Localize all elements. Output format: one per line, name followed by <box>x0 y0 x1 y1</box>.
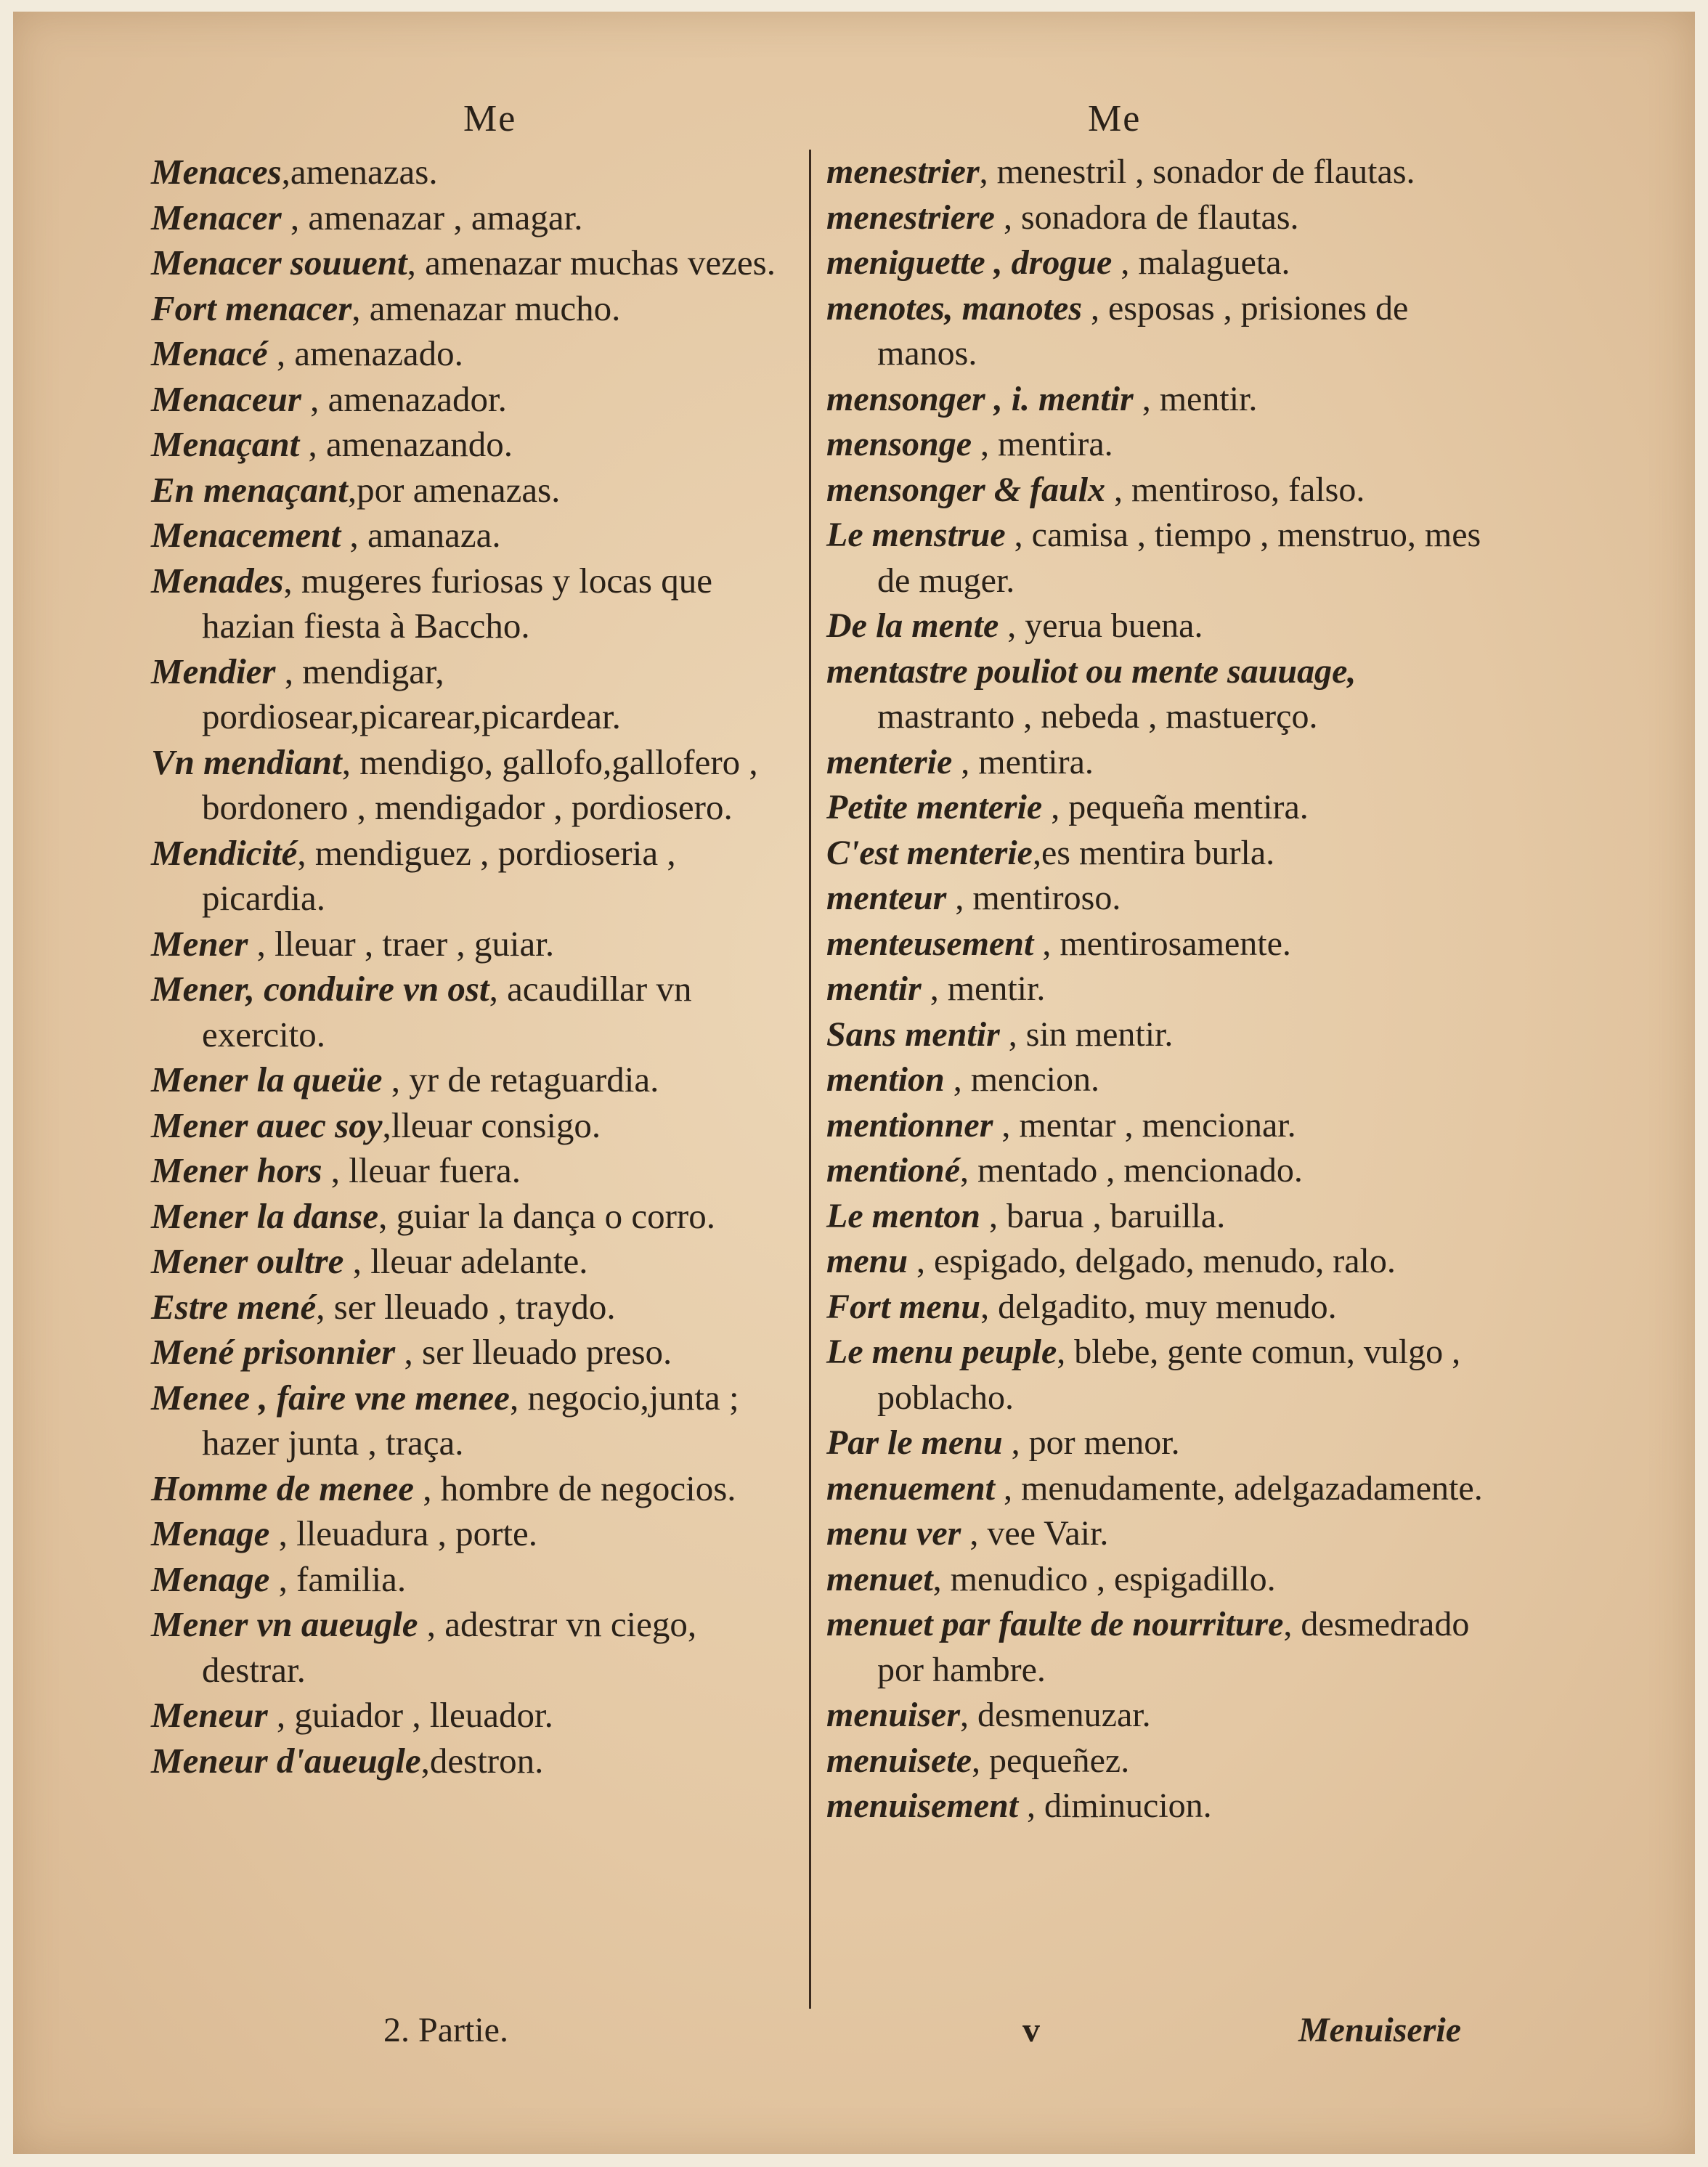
dictionary-entry <box>826 1012 1494 1058</box>
entry-translation: , mencion. <box>944 1060 1099 1099</box>
entry-translation: , amenazar muchas vezes. <box>407 243 776 282</box>
dictionary-entry <box>151 558 805 649</box>
dictionary-entry <box>826 1602 1494 1693</box>
entry-headword: menuet <box>826 1559 933 1598</box>
entry-headword: Fort menacer <box>151 288 352 328</box>
entry-headword: Mener la danse <box>151 1195 379 1236</box>
dictionary-entry <box>826 1148 1494 1194</box>
entry-translation: , guiador , lleuador. <box>267 1695 553 1735</box>
dictionary-entry <box>826 150 1494 195</box>
dictionary-entry <box>826 1239 1494 1285</box>
entry-headword: Mené prisonnier <box>151 1332 396 1372</box>
entry-headword: mentastre pouliot ou mente sauuage, <box>826 651 1357 691</box>
dictionary-entry <box>826 377 1494 423</box>
entry-headword: Sans mentir <box>826 1015 1000 1054</box>
dictionary-entry <box>151 1057 805 1103</box>
dictionary-entry <box>151 1693 805 1739</box>
entry-translation: ,amenazas. <box>281 152 438 192</box>
entry-headword: menu <box>826 1242 908 1280</box>
entry-translation: , mentiroso, falso. <box>1105 470 1365 509</box>
book-page <box>13 12 1695 2154</box>
entry-headword: Mener hors <box>151 1150 322 1190</box>
dictionary-entry <box>826 831 1494 877</box>
dictionary-entry <box>826 195 1494 241</box>
dictionary-entry <box>826 1557 1494 1603</box>
entry-headword: menterie <box>826 742 953 781</box>
entry-headword: menu ver <box>826 1514 961 1553</box>
dictionary-entry <box>151 1602 805 1693</box>
entry-translation: , lleuadura , porte. <box>269 1513 538 1553</box>
entry-translation: ,por amenazas. <box>347 469 561 510</box>
entry-translation: , mentado , mencionado. <box>960 1151 1303 1190</box>
entry-headword: Menage <box>151 1558 270 1599</box>
entry-translation: ,lleuar consigo. <box>382 1105 601 1145</box>
entry-headword: mensonge <box>826 425 972 463</box>
dictionary-entry <box>826 876 1494 922</box>
dictionary-entry <box>826 1285 1494 1330</box>
dictionary-entry <box>151 1148 805 1194</box>
dictionary-entry <box>826 422 1494 468</box>
entry-headword: Menacer souuent <box>151 243 407 282</box>
page-mark: v <box>1022 2011 1040 2049</box>
entry-translation: , mentirosamente. <box>1033 924 1291 963</box>
entry-translation: , delgadito, muy menudo. <box>980 1287 1337 1326</box>
dictionary-entry <box>826 1057 1494 1103</box>
entry-translation: , malagueta. <box>1112 243 1290 282</box>
dictionary-entry <box>826 1693 1494 1739</box>
entry-headword: menuiser <box>826 1696 961 1734</box>
page-header-right: Me <box>1088 98 1142 139</box>
entry-headword: menestriere <box>826 198 995 237</box>
entry-translation: , negocio,junta ; hazer junta , traça. <box>202 1377 739 1463</box>
entry-translation: , mendigar, pordiosear,picarear,picardear. <box>202 651 621 736</box>
dictionary-entry <box>151 649 805 740</box>
entry-translation: , pequeñez. <box>972 1741 1130 1780</box>
dictionary-entry <box>151 967 805 1057</box>
dictionary-entry <box>151 240 805 286</box>
entry-translation: , menudamente, adelgazadamente. <box>995 1468 1483 1508</box>
entry-headword: mention <box>826 1060 945 1099</box>
entry-headword: menteusement <box>826 924 1034 963</box>
entry-headword: Le menstrue <box>826 516 1006 554</box>
entry-translation: , por menor. <box>1002 1423 1180 1462</box>
dictionary-entry <box>151 1285 805 1330</box>
entry-translation: , amenazador. <box>301 378 507 419</box>
entry-headword: Menacer <box>151 197 282 237</box>
dictionary-entry <box>151 377 805 423</box>
entry-translation: , mentir. <box>921 969 1046 1008</box>
dictionary-entry <box>826 785 1494 831</box>
entry-headword: Menaces <box>151 152 282 192</box>
dictionary-entry <box>151 1466 805 1512</box>
entry-translation: , mentir. <box>1133 379 1258 418</box>
dictionary-entry <box>826 1466 1494 1512</box>
entry-translation: ,es mentira burla. <box>1032 833 1275 872</box>
entry-headword: menuement <box>826 1468 996 1508</box>
entry-translation: , vee Vair. <box>961 1514 1109 1553</box>
entry-translation: , mentira. <box>972 425 1113 463</box>
entry-translation: , mugeres furiosas y locas que hazian fiesta à Baccho. <box>202 560 712 646</box>
entry-headword: Mener <box>151 923 248 964</box>
signature-mark: 2. Partie. <box>383 2011 508 2049</box>
dictionary-entry <box>151 468 805 513</box>
entry-translation: , desmedrado por hambre. <box>877 1605 1470 1689</box>
entry-headword: mentir <box>826 969 922 1008</box>
entry-translation: , guiar la dança o corro. <box>378 1195 715 1236</box>
entry-translation: , amanaza. <box>341 515 501 555</box>
entry-headword: mensonger & faulx <box>826 470 1106 509</box>
dictionary-entry <box>151 1557 805 1603</box>
entry-headword: Mener, conduire vn ost <box>151 969 489 1009</box>
entry-translation: , esposas , prisiones de manos. <box>877 288 1409 373</box>
dictionary-entry <box>151 1194 805 1240</box>
entry-headword: menteur <box>826 879 947 917</box>
entry-translation: , barua , baruilla. <box>980 1196 1226 1235</box>
entry-headword: menestrier <box>826 153 980 191</box>
entry-headword: Mener auec soy <box>151 1105 383 1145</box>
entry-headword: Estre mené <box>151 1286 317 1327</box>
entry-headword: Le menton <box>826 1196 980 1235</box>
dictionary-entry <box>151 150 805 195</box>
entry-headword: menotes, manotes <box>826 288 1083 328</box>
dictionary-entry <box>826 922 1494 967</box>
entry-translation: , mentar , mencionar. <box>993 1105 1296 1145</box>
dictionary-entry <box>826 468 1494 513</box>
entry-headword: Homme de menee <box>151 1468 414 1508</box>
entry-headword: Fort menu <box>826 1287 981 1326</box>
entry-translation: , camisa , tiempo , menstruo, mes de muger. <box>877 516 1481 600</box>
entry-headword: mentioné <box>826 1151 961 1190</box>
entry-translation: , yr de retaguardia. <box>382 1060 659 1099</box>
entry-translation: , amenazar , amagar. <box>281 197 583 237</box>
dictionary-entry <box>151 1330 805 1375</box>
entry-headword: Mendier <box>151 651 276 691</box>
entry-headword: mensonger , i. mentir <box>826 379 1134 418</box>
entry-headword: Mener la queüe <box>151 1060 383 1099</box>
entry-translation: , amenazando. <box>299 424 513 464</box>
entry-headword: Meneur d'aueugle <box>151 1740 421 1781</box>
dictionary-entry <box>826 603 1494 649</box>
entry-headword: Petite menterie <box>826 788 1043 826</box>
entry-headword: Mener oultre <box>151 1241 344 1281</box>
entry-translation: , mentiroso. <box>946 879 1121 917</box>
entry-headword: Menaçant <box>151 424 300 464</box>
entry-translation: , sonadora de flautas. <box>994 198 1299 237</box>
entry-translation: , acaudillar vn exercito. <box>202 969 692 1054</box>
entry-translation: , espigado, delgado, menudo, ralo. <box>908 1242 1396 1280</box>
entry-translation: , diminucion. <box>1018 1786 1212 1825</box>
dictionary-entry <box>151 922 805 967</box>
entry-translation: , pequeña mentira. <box>1042 788 1309 826</box>
entry-translation: , menudico , espigadillo. <box>932 1559 1276 1598</box>
dictionary-entry <box>826 1784 1494 1829</box>
entry-translation: , ser lleuado , traydo. <box>316 1286 616 1327</box>
dictionary-entry <box>151 286 805 332</box>
entry-translation: , lleuar fuera. <box>322 1150 521 1190</box>
column-divider <box>809 150 811 2009</box>
entry-translation: mastranto , nebeda , mastuerço. <box>877 697 1318 736</box>
right-column <box>826 150 1494 1829</box>
dictionary-entry <box>826 513 1494 603</box>
entry-headword: Le menu peuple <box>826 1333 1057 1371</box>
entry-translation: , desmenuzar. <box>960 1696 1151 1734</box>
entry-translation: , mendigo, gallofo,gallofero , bordonero , mendigador , pordiosero. <box>202 741 758 827</box>
dictionary-entry <box>826 649 1494 740</box>
entry-headword: menuet par faulte de nourriture <box>826 1605 1284 1643</box>
entry-translation: , lleuar , traer , guiar. <box>248 923 555 964</box>
dictionary-entry <box>151 422 805 468</box>
entry-headword: menuisement <box>826 1786 1019 1825</box>
dictionary-entry <box>826 1511 1494 1557</box>
entry-translation: , hombre de negocios. <box>413 1468 736 1508</box>
dictionary-entry <box>826 740 1494 786</box>
dictionary-entry <box>151 195 805 241</box>
entry-headword: Vn mendiant <box>151 741 342 782</box>
dictionary-entry <box>151 1739 805 1784</box>
dictionary-entry <box>826 240 1494 286</box>
page-header-left: Me <box>463 98 517 139</box>
entry-headword: Menades <box>151 560 284 601</box>
entry-translation: , menestril , sonador de flautas. <box>979 153 1415 191</box>
dictionary-entry <box>826 286 1494 377</box>
dictionary-entry <box>826 1420 1494 1466</box>
dictionary-entry <box>151 1511 805 1557</box>
entry-headword: Par le menu <box>826 1423 1003 1462</box>
entry-translation: , mendiguez , pordioseria , picardia. <box>202 832 676 918</box>
entry-headword: Menee , faire vne menee <box>151 1377 510 1418</box>
entry-headword: De la mente <box>826 606 999 645</box>
dictionary-entry <box>151 513 805 558</box>
dictionary-entry <box>826 1330 1494 1420</box>
entry-translation: , lleuar adelante. <box>343 1241 588 1281</box>
entry-headword: Mener vn aueugle <box>151 1604 418 1644</box>
dictionary-entry <box>151 831 805 922</box>
dictionary-entry <box>826 1739 1494 1784</box>
entry-headword: menuisete <box>826 1741 972 1780</box>
entry-headword: En menaçant <box>151 469 348 510</box>
entry-translation: , amenazar mucho. <box>351 288 621 328</box>
left-column <box>151 150 805 1784</box>
dictionary-entry <box>151 1239 805 1285</box>
entry-translation: , mentira. <box>952 742 1094 781</box>
entry-translation: , sin mentir. <box>999 1015 1174 1054</box>
entry-headword: Meneur <box>151 1695 268 1735</box>
entry-translation: , blebe, gente comun, vulgo , poblacho. <box>877 1333 1461 1417</box>
catchword: Menuiserie <box>1298 2011 1462 2049</box>
entry-headword: Menage <box>151 1513 270 1553</box>
entry-headword: Menacé <box>151 333 268 373</box>
entry-headword: Menacement <box>151 515 341 555</box>
entry-translation: , yerua buena. <box>999 606 1203 645</box>
entry-headword: C'est menterie <box>826 833 1033 872</box>
entry-headword: mentionner <box>826 1105 993 1145</box>
entry-translation: ,destron. <box>420 1740 544 1781</box>
dictionary-entry <box>151 1103 805 1149</box>
dictionary-entry <box>826 1103 1494 1149</box>
entry-translation: , ser lleuado preso. <box>395 1332 672 1372</box>
entry-translation: , adestrar vn ciego, destrar. <box>202 1604 697 1690</box>
entry-translation: , familia. <box>269 1558 407 1599</box>
dictionary-entry <box>826 1194 1494 1240</box>
entry-translation: , amenazado. <box>267 333 463 373</box>
dictionary-entry <box>826 967 1494 1012</box>
entry-headword: meniguette , drogue <box>826 243 1113 282</box>
dictionary-entry <box>151 1375 805 1466</box>
entry-headword: Menaceur <box>151 378 301 419</box>
dictionary-entry <box>151 740 805 831</box>
entry-headword: Mendicité <box>151 832 298 873</box>
dictionary-entry <box>151 331 805 377</box>
